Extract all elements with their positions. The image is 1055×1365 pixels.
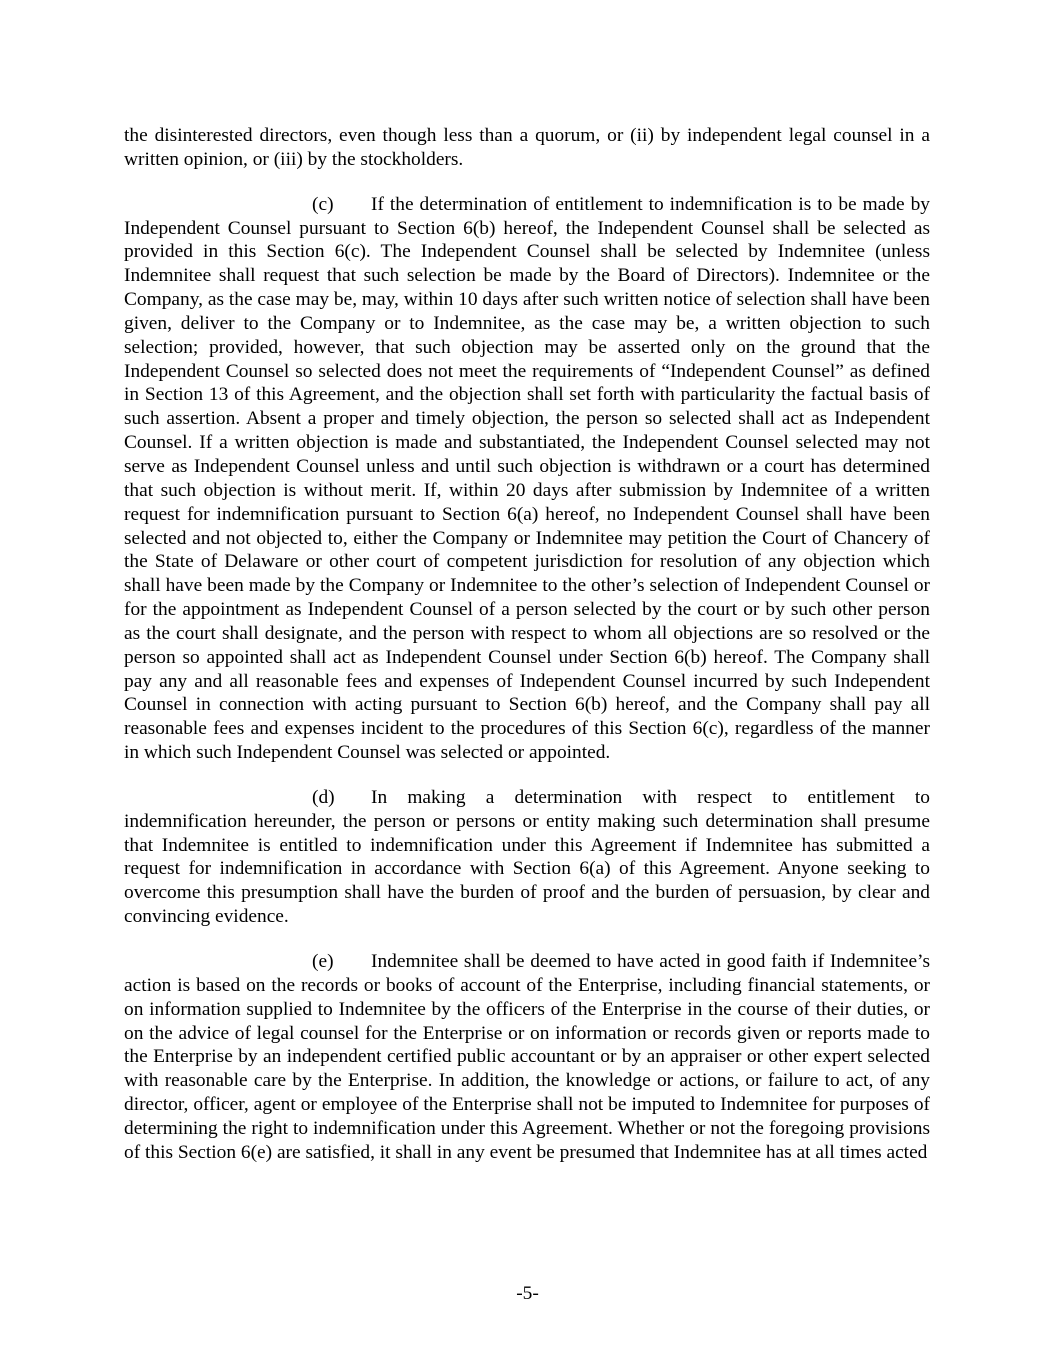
- paragraph-d-text: In making a determination with respect to entitlement to indemnification hereunder, the person or persons or entity making such determination shall presume that Indemnitee is entitled to indemnification under this Agreement if Indemnitee has submitted a request for indemnification in accordance with Section 6(a) of this Agreement. Anyone seeking to overcome this presumption shall have the burden of proof and the burden of persuasion, by clear and convincing evidence.: [124, 786, 930, 928]
- paragraph-c-text: If the determination of entitlement to indemnification is to be made by Independent Counsel pursuant to Section 6(b) hereof, the Independent Counsel shall be selected as provided in this Section 6(c). The Independent Counsel shall be selected by Indemnitee (unless Indemnitee shall request that such selection be made by the Board of Directors). Indemnitee or the Company, as the case may be, may, within 10 days after such written notice of selection shall have been given, deliver to the Company or to Indemnitee, as the case may be, a written objection to such selection; provided, however, that such objection may be asserted only on the ground that the Independent Counsel so selected does not meet the requirements of “Independent Counsel” as defined in Section 13 of this Agreement, and the objection shall set forth with particularity the factual basis of such assertion. Absent a proper and timely objection, the person so selected shall act as Independent Counsel. If a written objection is made and substantiated, the Independent Counsel selected may not serve as Independent Counsel unless and until such objection is withdrawn or a court has determined that such objection is without merit. If, within 20 days after submission by Indemnitee of a written request for indemnification pursuant to Section 6(a) hereof, no Independent Counsel shall have been selected and not objected to, either the Company or Indemnitee may petition the Court of Chancery of the State of Delaware or other court of competent jurisdiction for resolution of any objection which shall have been made by the Company or Indemnitee to the other’s selection of Independent Counsel or for the appointment as Independent Counsel of a person selected by the court or by such other person as the court shall designate, and the person with respect to whom all objections are so resolved or the person so appointed shall act as Independent Counsel under Section 6(b) hereof. The Company shall pay any and all reasonable fees and expenses of Independent Counsel incurred by such Independent Counsel in connection with acting pursuant to Section 6(b) hereof, and the Company shall pay all reasonable fees and expenses incident to the procedures of this Section 6(c), regardless of the manner in which such Independent Counsel was selected or appointed.: [124, 193, 930, 764]
- paragraph-e-number: (e): [312, 951, 334, 972]
- paragraph-e: [124, 950, 930, 1165]
- document-page: [124, 124, 930, 1186]
- paragraph-intro: the disinterested directors, even though less than a quorum, or (ii) by independent legal counsel in a written opinion, or (iii) by the stockholders.: [124, 125, 930, 170]
- paragraph-c: [124, 193, 930, 765]
- paragraph-c-number: (c): [312, 193, 334, 215]
- paragraph-d: [124, 786, 930, 929]
- page-number: -5-: [516, 1283, 539, 1304]
- paragraph-d-number: (d): [312, 786, 335, 808]
- paragraph-e-text: Indemnitee shall be deemed to have acted in good faith if Indemnitee’s action is based on the records or books of account of the Enterprise, including financial statements, or on information supplied to Indemnitee by the officers of the Enterprise in the course of their duties, or on the advice of legal counsel for the Enterprise or on information or records given or reports made to the Enterprise by an independent certified public accountant or by an appraiser or other expert selected with reasonable care by the Enterprise. In addition, the knowledge or actions, or failure to act, of any director, officer, agent or employee of the Enterprise shall not be imputed to Indemnitee for purposes of determining the right to indemnification under this Agreement. Whether or not the foregoing provisions of this Section 6(e) are satisfied, it shall in any event be presumed that Indemnitee has at all times acted: [124, 951, 930, 1163]
